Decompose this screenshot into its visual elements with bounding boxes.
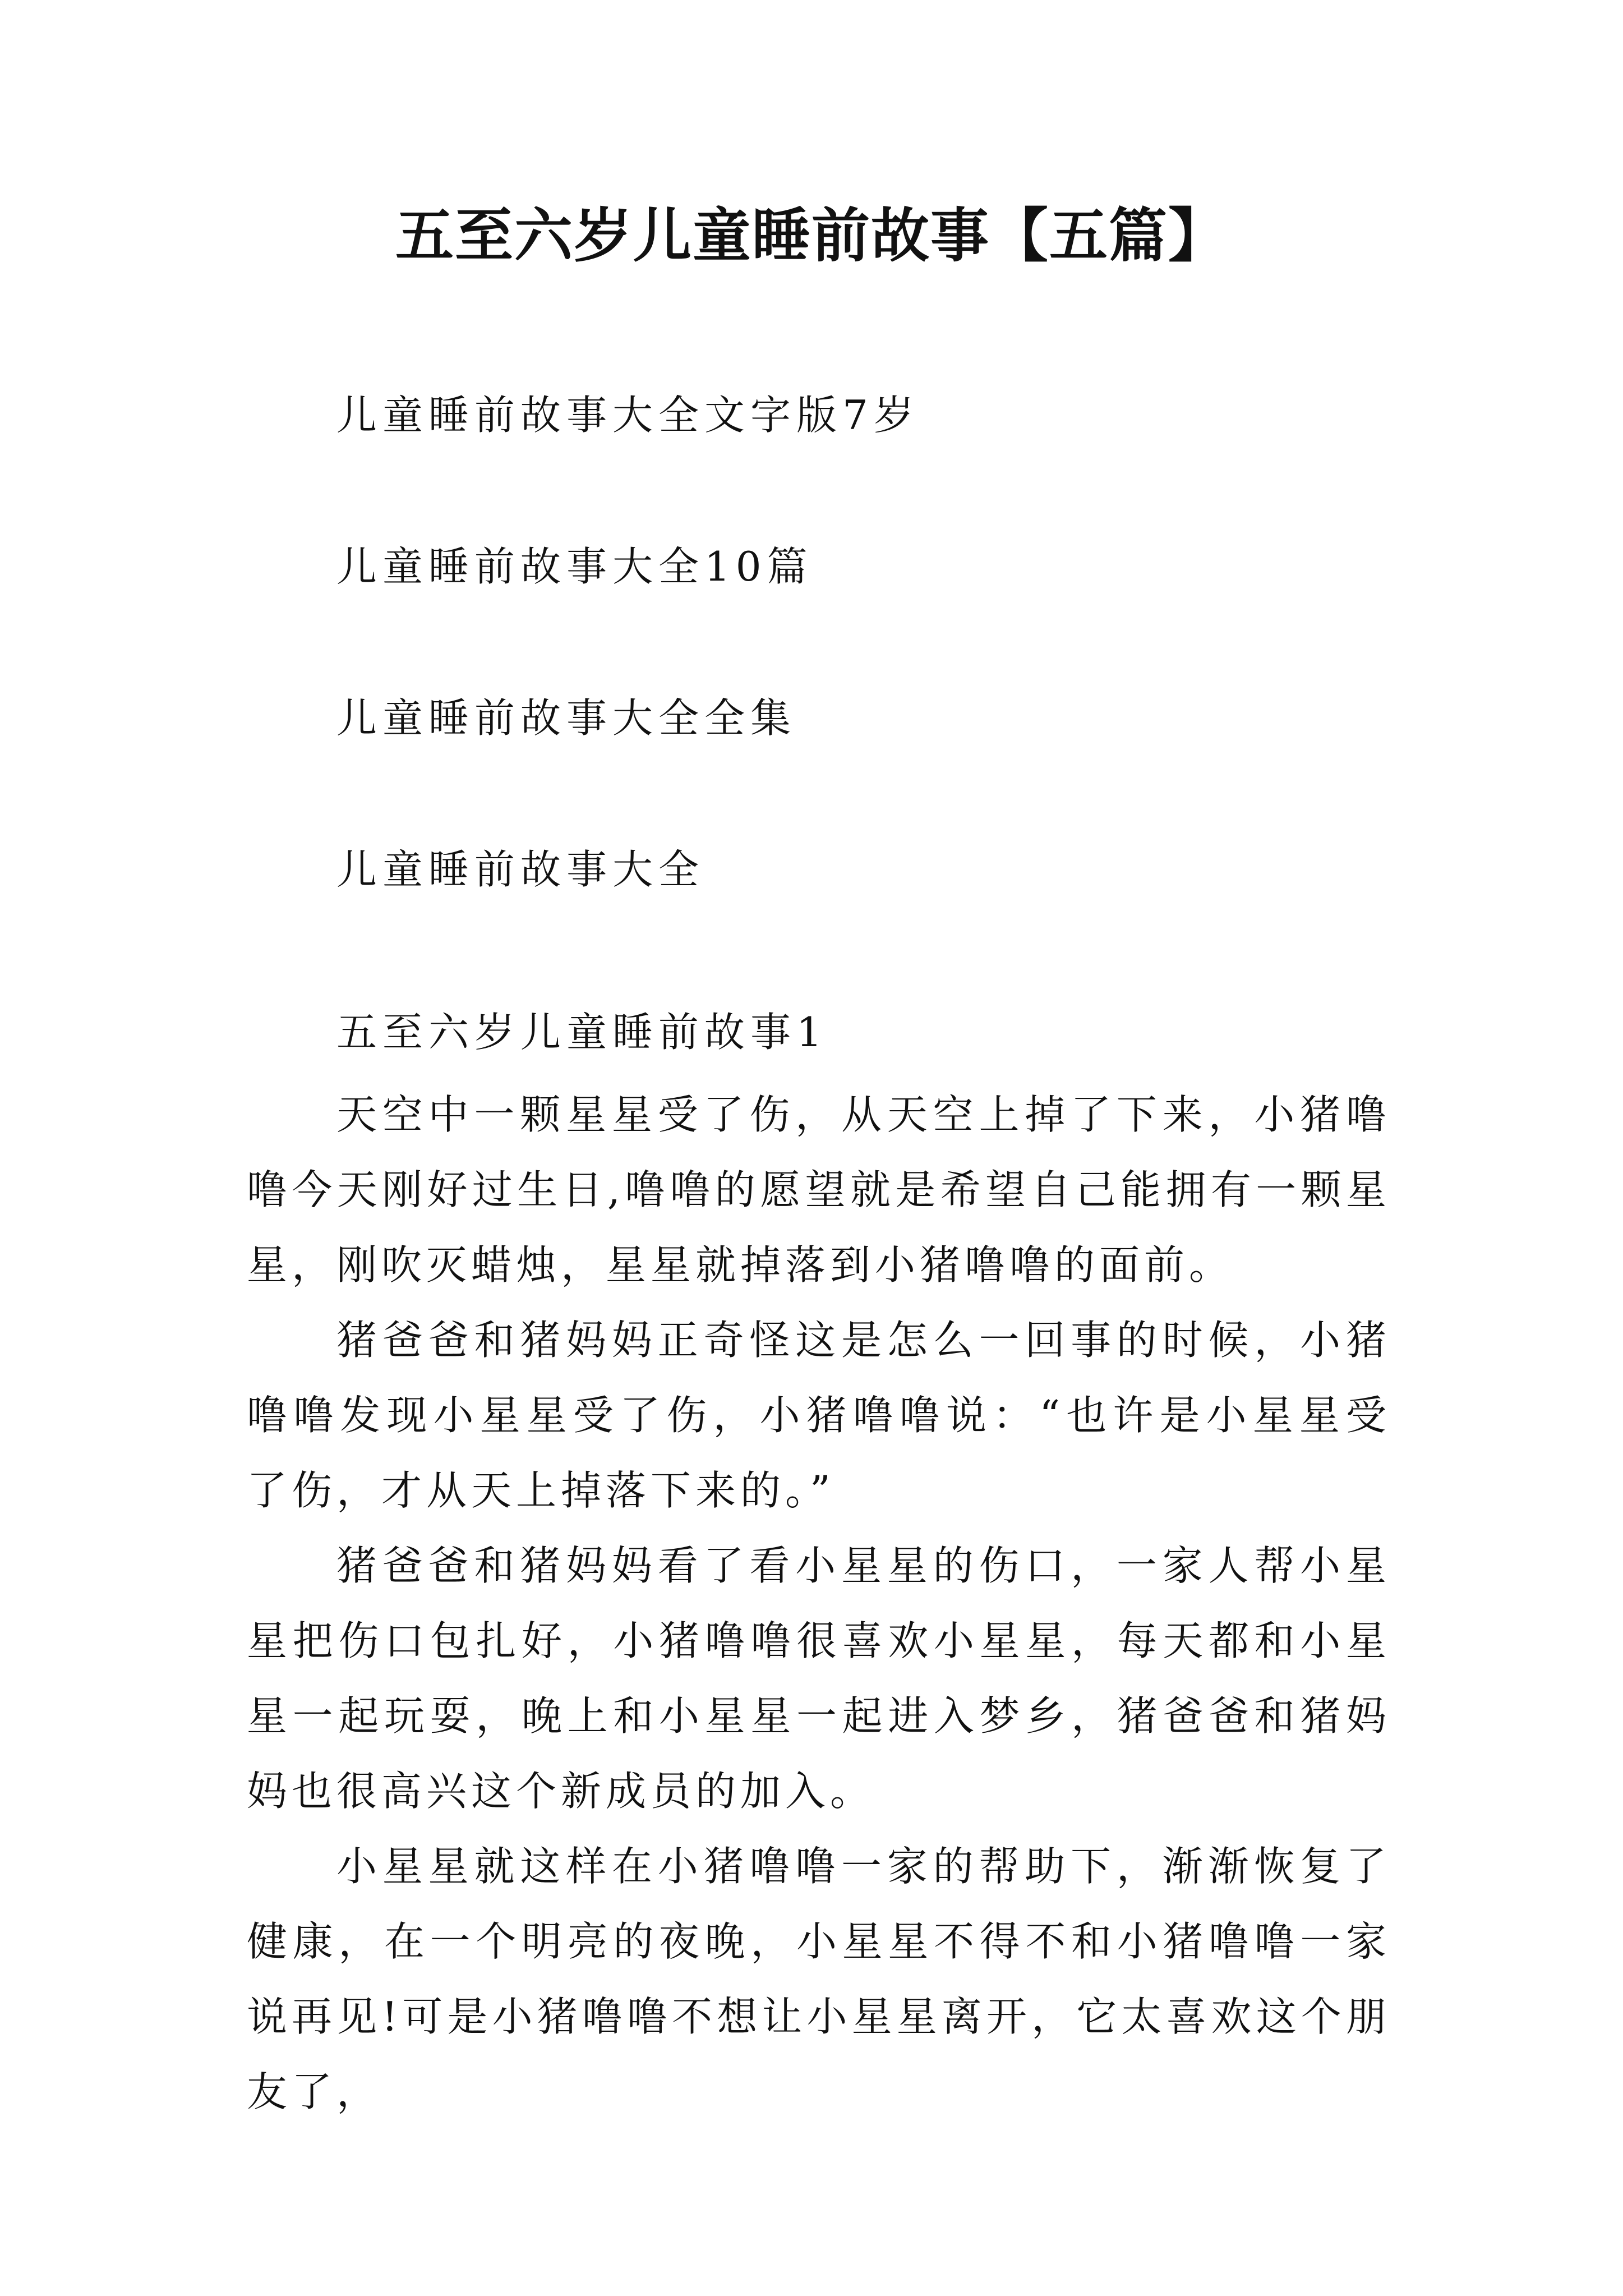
story-paragraph: 天空中一颗星星受了伤，从天空上掉了下来，小猪噜噜今天刚好过生日,噜噜的愿望就是希望自己能拥有一颗星星，刚吹灭蜡烛，星星就掉落到小猪噜噜的面前。 (247, 1091, 1391, 1289)
related-article-link[interactable]: 儿童睡前故事大全 (336, 846, 705, 893)
story-paragraph: 猪爸爸和猪妈妈看了看小星星的伤口，一家人帮小星星把伤口包扎好，小猪噜噜很喜欢小星星，每天都和小星星一起玩耍，晚上和小星星一起进入梦乡，猪爸爸和猪妈妈也很高兴这个新成员的加入。 (247, 1542, 1391, 1815)
story-paragraph: 小星星就这样在小猪噜噜一家的帮助下，渐渐恢复了健康，在一个明亮的夜晚，小星星不得不和小猪噜噜一家说再见!可是小猪噜噜不想让小星星离开，它太喜欢这个朋友了， (247, 1843, 1391, 2115)
related-article-link[interactable]: 儿童睡前故事大全10篇 (336, 543, 813, 590)
document-title: 五至六岁儿童睡前故事【五篇】 (395, 201, 1228, 270)
story-paragraph: 猪爸爸和猪妈妈正奇怪这是怎么一回事的时候，小猪噜噜发现小星星受了伤，小猪噜噜说：“也许是小星星受了伤，才从天上掉落下来的。” (247, 1317, 1391, 1514)
related-article-link[interactable]: 儿童睡前故事大全文字版7岁 (336, 392, 920, 439)
story-heading: 五至六岁儿童睡前故事1 (336, 1009, 828, 1056)
story-body (247, 1077, 1391, 2129)
related-article-link[interactable]: 儿童睡前故事大全全集 (336, 694, 797, 742)
